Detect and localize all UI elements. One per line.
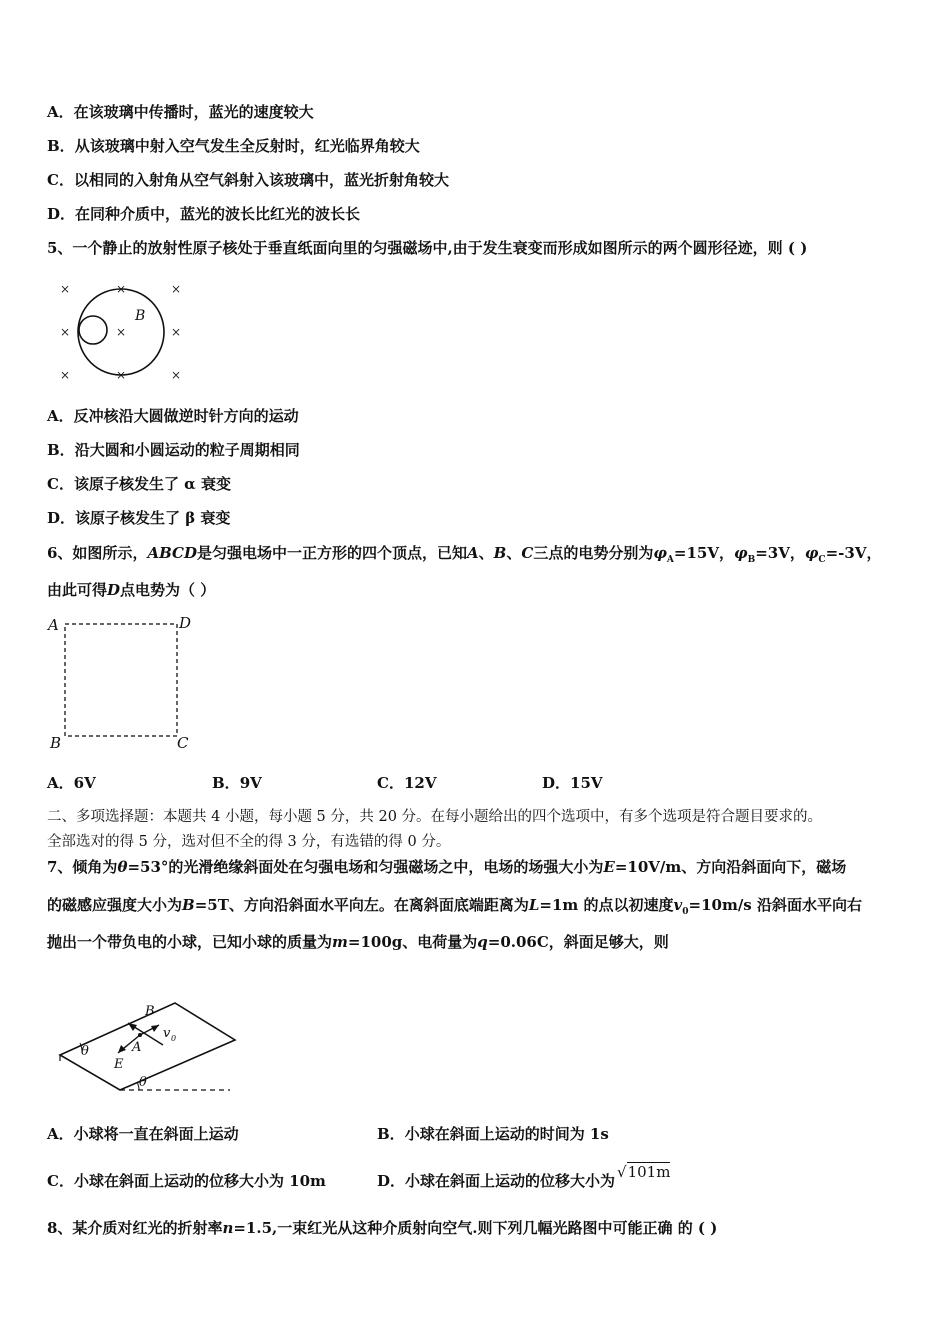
corner-a: A xyxy=(48,616,59,634)
field-cross: × xyxy=(60,325,71,339)
q4-option-d: D．在同种介质中，蓝光的波长比红光的波长长 xyxy=(47,205,361,223)
field-cross: × xyxy=(60,282,71,296)
q5-option-a: A．反冲核沿大圆做逆时针方向的运动 xyxy=(47,407,299,425)
field-cross: × xyxy=(171,282,182,296)
q6-square-figure xyxy=(45,612,205,752)
q4-option-c: C．以相同的入射角从空气斜射入该玻璃中，蓝光折射角较大 xyxy=(47,171,449,189)
section2-instructions-line2: 全部选对的得 5 分，选对但不全的得 3 分，有选错的得 0 分。 xyxy=(47,834,451,850)
field-cross: × xyxy=(116,325,127,339)
q8-stem: 8、某介质对红光的折射率n=1.5,一束红光从这种介质射向空气.则下列几幅光路图中可能正确 的 ( ) xyxy=(47,1219,718,1237)
q5-option-c: C．该原子核发生了 α 衰变 xyxy=(47,475,231,493)
q4-option-b: B．从该玻璃中射入空气发生全反射时，红光临界角较大 xyxy=(47,137,420,155)
field-label-b: B xyxy=(135,308,146,324)
q5-magnetic-field-figure xyxy=(55,280,190,385)
label-e: E xyxy=(114,1057,124,1072)
q6-option-c: C．12V xyxy=(377,774,437,792)
q7-option-b: B．小球在斜面上运动的时间为 1s xyxy=(377,1125,609,1143)
q7-option-c: C．小球在斜面上运动的位移大小为 10m xyxy=(47,1172,326,1190)
q4-option-a: A．在该玻璃中传播时，蓝光的速度较大 xyxy=(47,103,314,121)
sqrt-expression: √101m xyxy=(617,1163,671,1181)
q7-stem-line1: 7、倾角为θ=53°的光滑绝缘斜面处在匀强电场和匀强磁场之中，电场的场强大小为E=10V/m、方向沿斜面向下，磁场 xyxy=(47,858,847,876)
q6-option-b: B．9V xyxy=(212,774,262,792)
q6-stem-line1: 6、如图所示，ABCD是匀强电场中一正方形的四个顶点，已知A、B、C三点的电势分别为$\varphi_A=15V$，$\varphi_B=3V$，$\varphi_C=-3V$， xyxy=(47,544,882,565)
q5-stem: 5、一个静止的放射性原子核处于垂直纸面向里的匀强磁场中,由于发生衰变而形成如图所示的两个圆形径迹，则 ( ) xyxy=(47,239,808,257)
label-v-sub: 0 xyxy=(171,1034,177,1043)
q5-option-d: D．该原子核发生了 β 衰变 xyxy=(47,509,231,527)
q5-option-b: B．沿大圆和小圆运动的粒子周期相同 xyxy=(47,441,300,459)
theta-label-bottom: θ xyxy=(139,1075,147,1090)
theta-label-left: θ xyxy=(81,1044,89,1059)
field-cross: × xyxy=(171,325,182,339)
corner-d: D xyxy=(179,614,192,632)
label-b: B xyxy=(145,1004,155,1019)
small-circle-track xyxy=(79,316,107,344)
q6-option-a: A．6V xyxy=(47,774,96,792)
section2-instructions-line1: 二、多项选择题：本题共 4 小题，每小题 5 分，共 20 分。在每小题给出的四个选项中，有多个选项是符合题目要求的。 xyxy=(47,809,823,825)
dashed-square xyxy=(65,624,177,736)
q7-incline-figure xyxy=(55,995,245,1100)
q7-option-d: D．小球在斜面上运动的位移大小为 √101m xyxy=(377,1163,671,1190)
field-cross: × xyxy=(171,368,182,382)
field-cross: × xyxy=(116,368,127,382)
label-a: A xyxy=(132,1040,142,1055)
ball-point-a xyxy=(138,1033,142,1037)
corner-c: C xyxy=(177,734,189,752)
q6-option-d: D．15V xyxy=(542,774,603,792)
q7-stem-line3: 抛出一个带负电的小球，已知小球的质量为m=100g、电荷量为q=0.06C，斜面足够大，则 xyxy=(47,933,669,951)
field-cross: × xyxy=(116,282,127,296)
label-v: v xyxy=(163,1026,171,1041)
q7-option-a: A．小球将一直在斜面上运动 xyxy=(47,1125,239,1143)
q6-stem-line2: 由此可得D点电势为（ ） xyxy=(47,581,216,599)
q7-stem-line2: 的磁感应强度大小为B=5T、方向沿斜面水平向左。在离斜面底端距离为L=1m 的点以初速度$v_0=10m/s$ 沿斜面水平向右 xyxy=(47,896,862,917)
corner-b: B xyxy=(50,734,62,752)
field-cross: × xyxy=(60,368,71,382)
